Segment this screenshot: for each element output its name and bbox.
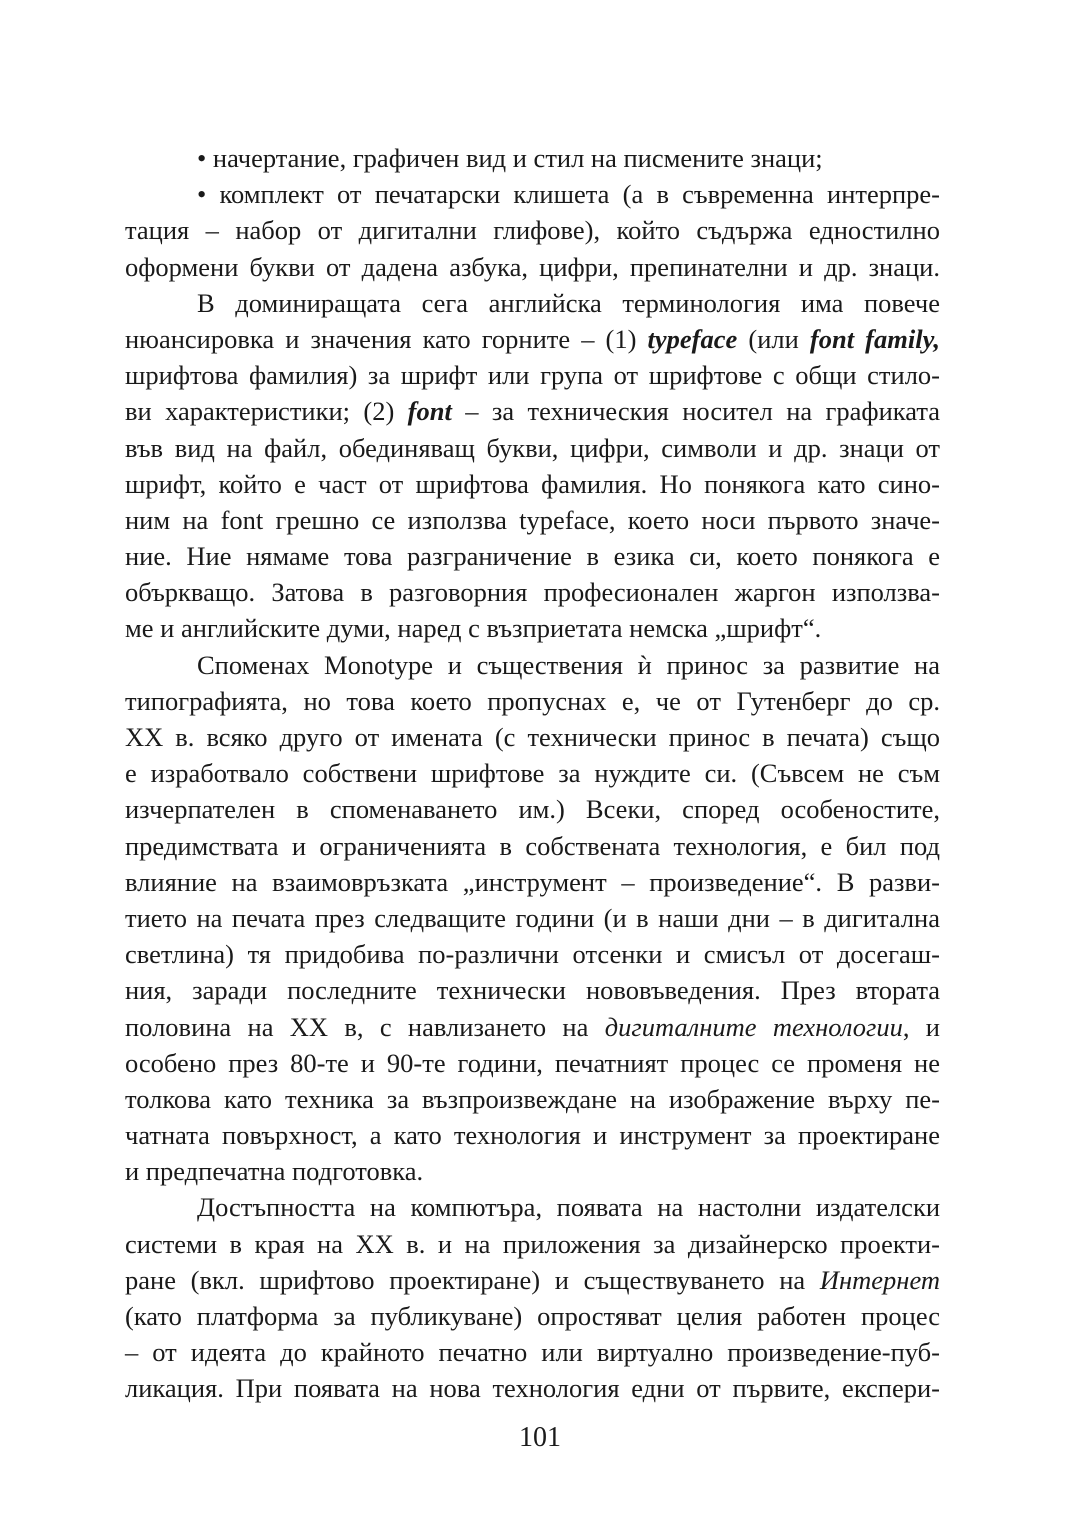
text-line [125,212,940,248]
term-font-family: font family, [809,323,940,354]
term-typeface: typeface [647,323,738,354]
text-span: объркващо. Затова в разговорния професионален жаргон използва- [125,577,940,608]
bullet-item-2 [125,176,940,212]
text-line [125,1298,940,1334]
text-line [125,357,940,393]
text-span: и предпечатна подготовка. [125,1156,424,1187]
text-span: системи в края на XX в. и на приложения за дизайнерско проекти- [125,1228,940,1259]
text-line [125,755,940,791]
text-span: ние. Ние нямаме това разграничение в езика си, което понякога е [125,541,940,572]
text-span: Достъпността на компютъра, появата на настолни издателски [197,1192,940,1223]
paragraph-1 [125,285,940,321]
text-line [125,466,940,502]
text-span: особено през 80-те и 90-те години, печатният процес се променя не [125,1047,940,1078]
text-line [125,828,940,864]
text-line [125,1045,940,1081]
text-span: , и [902,1011,940,1042]
text-line [125,1117,940,1153]
text-line [125,1153,940,1189]
body-text [125,140,940,1407]
text-span: светлина) тя придобива по-различни отсенки и смисъл от досегаш- [125,939,940,970]
text-span: шрифтова фамилия) за шрифт или група от шрифтове с общи стило- [125,360,940,391]
text-span: ния, заради последните технически нововъведения. През втората [125,975,940,1006]
text-span: шрифт, който е част от шрифтова фамилия. Но понякога като сино- [125,468,940,499]
text-span: Споменах Monotype и съществения ѝ принос за развитие на [197,649,940,680]
text-span: тието на печата през следващите години (и в наши дни – в дигитална [125,902,940,933]
text-line [125,683,940,719]
text-span: (като платформа за публикуване) опростяват целия работен процес [125,1301,940,1331]
text-span: чатната повърхност, а като технология и инструмент за проектиране [125,1120,940,1151]
text-span: XX в. всяко друго от имената (с технически принос в печата) също [125,722,940,752]
text-span: нюансировка и значения като горните – (1) [125,323,648,354]
emphasis-internet: Интернет [819,1264,940,1295]
text-line [125,972,940,1008]
text-line [125,538,940,574]
text-span: • начертание, графичен вид и стил на писмените знаци; [197,143,823,173]
text-line [125,719,940,755]
text-span: ви характеристики; (2) [125,396,408,427]
text-span: тация – набор от дигитални глифове), който съдържа едностилно [125,215,940,246]
text-line [125,791,940,827]
text-line [125,1370,940,1406]
paragraph-3 [125,1189,940,1225]
text-line [125,393,940,429]
text-span: ране (вкл. шрифтово проектиране) и съществуването на [125,1264,820,1295]
text-line [125,1334,940,1370]
paragraph-2 [125,647,940,683]
text-span: половина на XX в, с навлизането на [125,1011,605,1042]
text-span: ним на font грешно се използва typeface, което носи първото значе- [125,504,940,535]
bullet-item-1 [125,140,940,176]
text-span: ме и английските думи, наред с възприетата немска „шрифт“. [125,613,822,644]
text-span: е изработвало собствени шрифтове за нуждите си. (Съвсем не съм [125,758,940,789]
text-span: типографията, но това което пропуснах е, че от Гутенберг до ср. [125,685,940,716]
text-span: предимствата и ограниченията в собствената технология, е бил под [125,830,940,861]
text-span: оформени букви от дадена азбука, цифри, препинателни и др. знаци. [125,251,940,282]
term-font: font [407,396,452,427]
page-number: 101 [519,1422,561,1453]
text-span: във вид на файл, обединяващ букви, цифри, символи и др. знаци от [125,432,940,463]
text-line [125,864,940,900]
text-span: толкова като техника за възпроизвеждане на изображение върху пе- [125,1083,940,1114]
text-line [125,430,940,466]
text-span: – от идеята до крайното печатно или виртуално произведение-пуб- [125,1337,940,1368]
emphasis-digital-technologies: дигиталните технологии [604,1011,903,1042]
text-line [125,502,940,538]
text-span: ликация. При появата на нова технология едни от първите, експери- [125,1373,940,1404]
text-line [125,321,940,357]
text-span: (или [737,323,810,354]
text-span: влияние на взаимовръзката „инструмент – произведение“. В разви- [125,866,940,897]
text-line [125,1081,940,1117]
text-span: изчерпателен в споменаването им.) Всеки, според особеностите, [125,794,940,825]
text-span: В доминиращата сега английска терминология има повече [197,287,940,318]
text-line [125,1226,940,1262]
text-line [125,1009,940,1045]
text-line [125,1262,940,1298]
text-line [125,900,940,936]
text-span: • комплект от печатарски клишета (а в съвременна интерпре- [197,179,940,210]
text-span: – за техническия носител на графиката [451,396,941,427]
text-line [125,936,940,972]
text-line [125,610,940,646]
text-line [125,574,940,610]
text-line [125,249,940,285]
